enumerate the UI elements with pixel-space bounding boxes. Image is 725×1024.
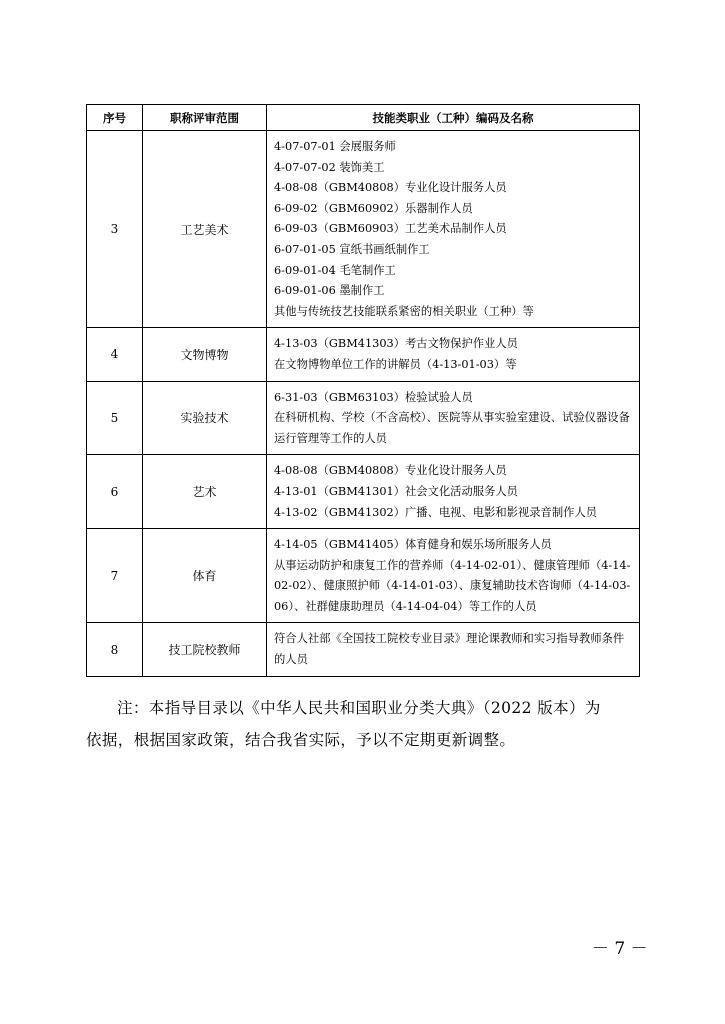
row-scope: 文物博物 (143, 328, 267, 381)
row-serial: 5 (87, 381, 143, 455)
occupation-item: 6-09-02（GBM60902）乐器制作人员 (274, 201, 473, 215)
footnote-line-1: 注：本指导目录以《中华人民共和国职业分类大典》（2022 版本）为 (117, 699, 601, 717)
table-row (87, 381, 640, 455)
occupation-item: 符合人社部《全国技工院校专业目录》理论课教师和实习指导教师条件的人员 (274, 632, 625, 667)
table-row (87, 131, 640, 328)
table-row (87, 328, 640, 381)
row-occupations (267, 131, 640, 328)
row-scope: 艺术 (143, 455, 267, 529)
occupation-item: 4-08-08（GBM40808）专业化设计服务人员 (274, 464, 507, 478)
row-serial: 3 (87, 131, 143, 328)
occupation-item: 4-13-01（GBM41301）社会文化活动服务人员 (274, 484, 518, 498)
occupation-item: 4-08-08（GBM40808）专业化设计服务人员 (274, 181, 507, 195)
footnote-line-2: 依据，根据国家政策，结合我省实际，予以不定期更新调整。 (86, 731, 516, 749)
header-scope: 职称评审范围 (143, 105, 267, 131)
occupation-item: 6-09-01-06 墨制作工 (274, 284, 385, 298)
occupation-item: 4-07-07-01 会展服务师 (274, 140, 396, 153)
footnote (86, 692, 639, 756)
table-header-row (87, 105, 640, 131)
row-occupations (267, 381, 640, 455)
row-occupations (267, 623, 640, 676)
page-number: － 7 － (592, 939, 648, 959)
table-row (87, 529, 640, 623)
row-occupations (267, 328, 640, 381)
row-occupations (267, 529, 640, 623)
occupation-item: 4-13-02（GBM41302）广播、电视、电影和影视录音制作人员 (274, 505, 598, 519)
row-scope: 工艺美术 (143, 131, 267, 328)
occupation-item: 4-07-07-02 装饰美工 (274, 160, 385, 174)
row-occupations (267, 455, 640, 529)
row-scope: 实验技术 (143, 381, 267, 455)
occupation-table (86, 104, 640, 677)
header-occupations: 技能类职业（工种）编码及名称 (267, 105, 640, 131)
occupation-item: 6-09-01-04 毛笔制作工 (274, 263, 396, 277)
row-serial: 6 (87, 455, 143, 529)
row-serial: 7 (87, 529, 143, 623)
header-serial: 序号 (87, 105, 143, 131)
occupation-item: 6-31-03（GBM63103）检验试验人员 (274, 390, 473, 404)
occupation-item: 在文物博物单位工作的讲解员（4-13-01-03）等 (274, 357, 517, 371)
row-serial: 4 (87, 328, 143, 381)
row-scope: 技工院校教师 (143, 623, 267, 676)
occupation-item: 4-14-05（GBM41405）体育健身和娱乐场所服务人员 (274, 538, 552, 552)
row-serial: 8 (87, 623, 143, 676)
occupation-item: 其他与传统技艺技能联系紧密的相关职业（工种）等 (274, 304, 534, 318)
occupation-item: 6-09-03（GBM60903）工艺美术品制作人员 (274, 222, 507, 236)
occupation-item: 6-07-01-05 宣纸书画纸制作工 (274, 242, 430, 256)
occupation-item: 在科研机构、学校（不含高校）、医院等从事实验室建设、试验仪器设备运行管理等工作的人员 (274, 411, 630, 445)
row-scope: 体育 (143, 529, 267, 623)
table-row (87, 455, 640, 529)
occupation-item: 4-13-03（GBM41303）考古文物保护作业人员 (274, 337, 518, 351)
occupation-item: 从事运动防护和康复工作的营养师（4-14-02-01）、健康管理师（4-14-02-02）、健康照护师（4-14-01-03）、康复辅助技术咨询师（4-14-03-06）、社群健康助理员（4-14-04-04）等工作的人员 (274, 558, 631, 613)
table-row (87, 623, 640, 676)
